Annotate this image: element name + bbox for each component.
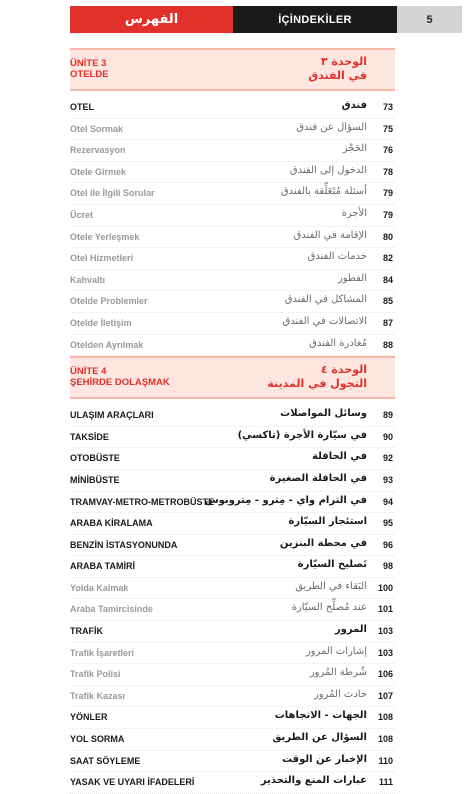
toc-arabic-label: الدخول إلى الفندق [289, 164, 367, 176]
toc-arabic-label: تَصليح السيّارة [297, 559, 367, 571]
toc-row[interactable] [70, 183, 395, 205]
toc-arabic-label: البَقاء في الطريق [295, 580, 367, 592]
toc-page-number: 103 [377, 647, 393, 658]
unit-arabic-line: في الفندق [308, 69, 367, 82]
toc-page-number: 92 [382, 453, 393, 464]
toc-arabic-label: خدمات الفندق [307, 251, 367, 263]
toc-row[interactable] [70, 119, 395, 141]
toc-page-number: 75 [382, 123, 393, 134]
toc-arabic-label: الاتصالات في الفندق [282, 315, 367, 327]
toc-row[interactable] [70, 448, 395, 470]
toc-arabic-label: في الحافلة [312, 451, 367, 463]
toc-arabic-label: المشاكل في الفندق [284, 294, 367, 306]
toc-arabic-label: إشارات المرور [305, 645, 367, 657]
toc-page-number: 73 [382, 102, 393, 112]
arabic-index-title: الفهرس [70, 6, 233, 33]
toc-arabic-label: السؤال عن فندق [296, 121, 367, 133]
toc-arabic-label: في سيّارة الأجرة (تاكسي) [237, 429, 367, 441]
unit-turkish-title [70, 58, 109, 80]
toc-turkish-label: BENZİN İSTASYONUNDA [70, 539, 178, 550]
toc-arabic-label: الإخبار عن الوقت [281, 753, 367, 765]
toc-turkish-label: Otele Girmek [70, 166, 127, 177]
toc-row[interactable] [70, 291, 395, 313]
toc-page-number: 89 [382, 410, 393, 421]
unit-turkish-line: OTELDE [70, 69, 109, 80]
unit-arabic-line: الوحدة ٣ [320, 55, 367, 68]
toc-page-number: 107 [377, 690, 393, 701]
toc-page-number: 108 [377, 712, 393, 723]
toc-arabic-label: الإقامة في الفندق [293, 229, 367, 241]
toc-page-number: 82 [382, 253, 393, 264]
unit-header [70, 356, 395, 399]
page-number: 5 [397, 6, 462, 33]
toc-turkish-label: Trafik Polisi [70, 669, 121, 680]
toc-page-number: 103 [377, 626, 393, 637]
unit-arabic-title [308, 55, 367, 83]
toc-page-number: 84 [382, 274, 393, 285]
toc-arabic-label: وسائل المواصلات [280, 408, 367, 420]
toc-page-number: 110 [378, 755, 393, 766]
toc-row[interactable] [70, 140, 395, 162]
toc-turkish-label: Otelde İletişim [70, 317, 132, 328]
toc-row[interactable] [70, 513, 395, 535]
toc-turkish-label: Ücret [70, 209, 94, 220]
toc-row[interactable] [70, 729, 395, 751]
toc-turkish-label: Otel ile İlgili Sorular [70, 188, 155, 199]
toc-arabic-label: مُغادرة الفندق [309, 337, 367, 349]
toc-arabic-label: الأجرة [341, 207, 367, 219]
toc-arabic-label: في الترام واي - مِترو - مِتروبوس [204, 494, 367, 506]
toc-row[interactable] [70, 751, 395, 773]
toc-row[interactable] [70, 599, 395, 621]
toc-row[interactable] [70, 556, 395, 578]
toc-page-number: 85 [382, 296, 393, 307]
toc-turkish-label: ARABA KİRALAMA [70, 518, 153, 529]
toc-page-number: 100 [377, 582, 393, 593]
toc-page-number: 88 [382, 339, 393, 350]
toc-turkish-label: Otelde Problemler [70, 296, 148, 307]
toc-page-number: 76 [382, 145, 393, 156]
toc-page-number: 93 [382, 474, 393, 485]
toc-turkish-label: Araba Tamircisinde [70, 604, 153, 615]
toc-turkish-label: YÖNLER [70, 712, 108, 723]
toc-page-number: 80 [382, 231, 393, 242]
unit-turkish-line: ÜNİTE 3 [70, 58, 107, 69]
toc-row[interactable] [70, 227, 395, 249]
toc-page-number: 78 [382, 166, 393, 177]
toc-page-number: 96 [382, 539, 393, 550]
toc-page-number: 90 [382, 431, 393, 442]
toc-row[interactable] [70, 248, 395, 270]
toc-page-number: 95 [382, 518, 393, 529]
toc-row[interactable] [70, 405, 395, 427]
toc-turkish-label: Otel Hizmetleri [70, 253, 134, 264]
toc-row[interactable] [70, 313, 395, 335]
unit-arabic-line: التجول في المدينة [267, 377, 367, 391]
toc-page-number: 108 [377, 734, 393, 745]
toc-turkish-label: TRAMVAY-METRO-METROBÜSTE [70, 496, 214, 507]
toc-row[interactable] [70, 427, 395, 449]
toc-turkish-label: OTEL [70, 102, 94, 112]
unit-turkish-line: ÜNİTE 4 [70, 366, 107, 378]
toc-turkish-label: Yolda Kalmak [70, 582, 129, 593]
toc-row[interactable] [70, 205, 395, 227]
toc-row[interactable] [70, 578, 395, 600]
toc-page-number: 106 [377, 669, 393, 680]
toc-page-number: 94 [382, 496, 393, 507]
toc-turkish-label: Trafik İşaretleri [70, 647, 135, 658]
toc-arabic-label: عند مُصلِّح السيّارة [291, 602, 367, 614]
toc-row[interactable] [70, 772, 395, 794]
toc-turkish-label: Otele Yerleşmek [70, 231, 140, 242]
toc-arabic-label: حادث المُرور [313, 688, 367, 700]
toc-turkish-label: ULAŞIM ARAÇLARI [70, 410, 154, 421]
toc-turkish-label: Trafik Kazası [70, 690, 126, 701]
toc-turkish-label: YOL SORMA [70, 734, 125, 745]
toc-arabic-label: أسئلة مُتَعَلِّقة بالفندق [280, 186, 367, 198]
turkish-index-title: İÇİNDEKİLER [233, 6, 397, 33]
toc-row[interactable] [70, 470, 395, 492]
toc-arabic-label: المرور [334, 624, 367, 636]
toc-turkish-label: YASAK VE UYARI İFADELERİ [70, 777, 195, 788]
toc-arabic-label: الفطور [337, 272, 367, 284]
toc-page-number: 101 [377, 604, 393, 615]
toc-page-number: 98 [382, 561, 393, 572]
unit-turkish-title [70, 366, 170, 388]
toc-page-number: 79 [382, 209, 393, 220]
toc-turkish-label: TAKSİDE [70, 431, 109, 442]
toc-turkish-label: Rezervasyon [70, 145, 126, 156]
toc-page-number: 111 [378, 777, 393, 788]
toc-arabic-label: فندق [341, 100, 367, 111]
toc-row[interactable] [70, 664, 395, 686]
unit-header [70, 48, 395, 91]
toc-row[interactable] [70, 162, 395, 184]
unit-arabic-title [267, 363, 367, 391]
page-header [70, 6, 462, 33]
unit-turkish-line: ŞEHİRDE DOLAŞMAK [70, 377, 170, 389]
toc-arabic-label: في محطة البنزين [279, 537, 367, 549]
toc-turkish-label: Otelden Ayrılmak [70, 339, 144, 350]
toc-row[interactable] [70, 335, 395, 357]
toc-row[interactable] [70, 97, 395, 119]
toc-row[interactable] [70, 643, 395, 665]
toc-turkish-label: OTOBÜSTE [70, 453, 120, 464]
toc-row[interactable] [70, 270, 395, 292]
toc-arabic-label: شُرطة المُرور [309, 667, 367, 679]
toc-turkish-label: TRAFİK [70, 626, 103, 637]
toc-turkish-label: MİNİBÜSTE [70, 474, 120, 485]
toc-arabic-label: في الحافلة الصغيرة [269, 472, 367, 484]
toc-turkish-label: Kahvaltı [70, 274, 106, 285]
toc-row[interactable] [70, 621, 395, 643]
toc-page-number: 79 [382, 188, 393, 199]
toc-arabic-label: استئجار السيّارة [288, 516, 367, 528]
unit-arabic-line: الوحدة ٤ [320, 363, 367, 377]
toc-arabic-label: السؤال عن الطريق [272, 732, 367, 744]
toc-row[interactable] [70, 686, 395, 708]
toc-turkish-label: SAAT SÖYLEME [70, 755, 141, 766]
toc-arabic-label: الجهات - الاتجاهات [274, 710, 367, 722]
toc-arabic-label: الحَجْز [342, 143, 367, 155]
toc-turkish-label: ARABA TAMİRİ [70, 561, 135, 572]
toc-turkish-label: Otel Sormak [70, 123, 124, 134]
toc-arabic-label: عبارات المنع والتحذير [260, 775, 367, 787]
toc-page-number: 87 [382, 317, 393, 328]
table-of-contents [70, 48, 395, 794]
toc-row[interactable] [70, 707, 395, 729]
toc-row[interactable] [70, 492, 395, 514]
toc-row[interactable] [70, 535, 395, 557]
